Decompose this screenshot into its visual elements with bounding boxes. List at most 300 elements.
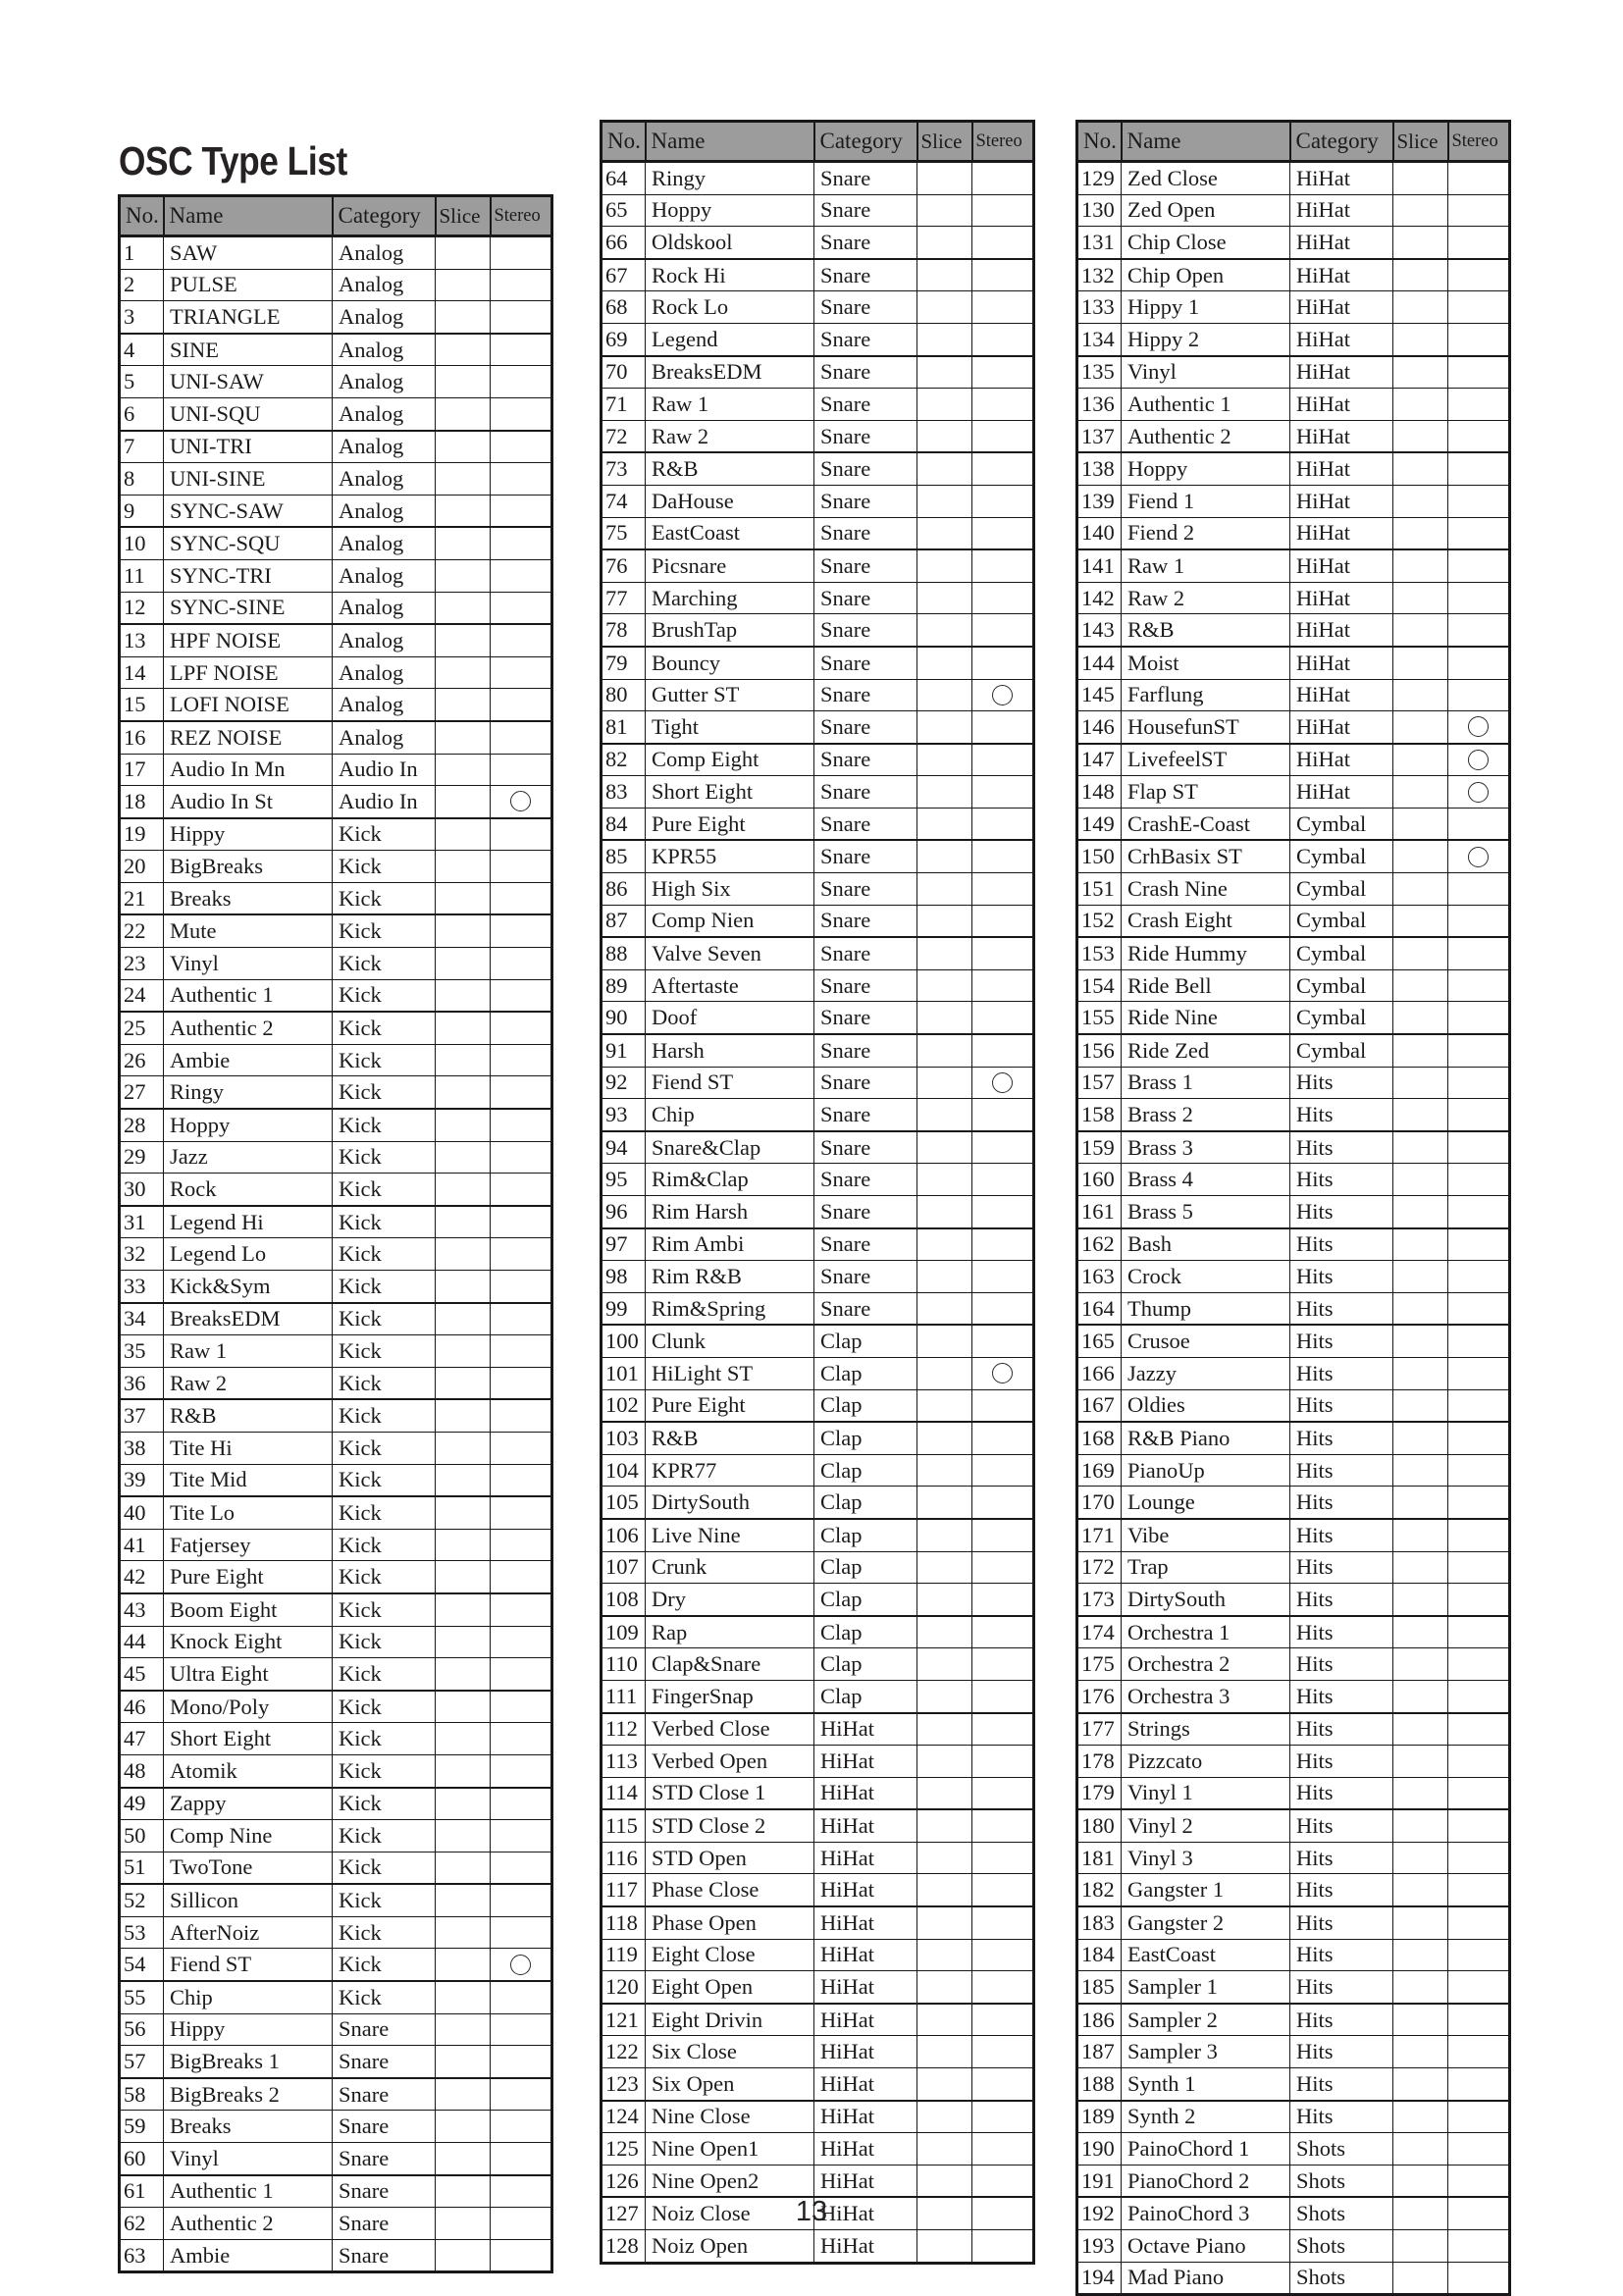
- cell-slice: [1393, 1616, 1448, 1648]
- cell-name: Kick&Sym: [164, 1271, 333, 1303]
- cell-slice: [1393, 679, 1448, 711]
- cell-no: 83: [602, 776, 646, 809]
- cell-stereo: [491, 1981, 552, 2013]
- header-category: Category: [333, 196, 436, 236]
- cell-category: Snare: [814, 420, 917, 452]
- cell-name: Mono/Poly: [164, 1691, 333, 1723]
- cell-slice: [917, 1680, 972, 1712]
- cell-no: 48: [120, 1754, 164, 1787]
- table-row: [120, 1044, 552, 1076]
- cell-slice: [436, 1464, 491, 1496]
- cell-category: HiHat: [814, 1777, 917, 1809]
- cell-slice: [917, 1487, 972, 1519]
- cell-no: 39: [120, 1464, 164, 1496]
- cell-category: Hits: [1290, 1292, 1393, 1325]
- table-row: [120, 1076, 552, 1109]
- cell-name: Ringy: [646, 162, 814, 195]
- cell-category: Snare: [814, 1292, 917, 1325]
- cell-no: 130: [1077, 194, 1122, 227]
- cell-name: Raw 1: [164, 1335, 333, 1368]
- cell-name: SAW: [164, 236, 333, 270]
- table-row: [1077, 1809, 1510, 1842]
- cell-slice: [917, 1906, 972, 1939]
- cell-stereo: [491, 463, 552, 496]
- cell-name: Crash Nine: [1122, 873, 1290, 906]
- cell-slice: [917, 1648, 972, 1681]
- cell-stereo: [1448, 2133, 1510, 2166]
- cell-name: Crusoe: [1122, 1325, 1290, 1357]
- cell-slice: [917, 1842, 972, 1874]
- table-row: [120, 301, 552, 334]
- table-row: [602, 1422, 1034, 1454]
- cell-no: 32: [120, 1238, 164, 1271]
- cell-name: Snare&Clap: [646, 1131, 814, 1164]
- cell-slice: [1393, 1842, 1448, 1874]
- table-row: [1077, 873, 1510, 906]
- cell-category: Kick: [333, 1820, 436, 1852]
- header-no: No.: [1077, 122, 1122, 162]
- cell-no: 110: [602, 1648, 646, 1681]
- cell-no: 24: [120, 979, 164, 1012]
- stereo-mark-circle: [510, 791, 531, 811]
- cell-category: Hits: [1290, 1196, 1393, 1228]
- cell-no: 154: [1077, 969, 1122, 1002]
- cell-stereo: [491, 624, 552, 656]
- table-row: [1077, 582, 1510, 614]
- cell-name: Chip Open: [1122, 259, 1290, 291]
- cell-slice: [436, 786, 491, 818]
- header-name: Name: [164, 196, 333, 236]
- cell-category: Snare: [814, 1099, 917, 1131]
- cell-slice: [917, 1034, 972, 1067]
- cell-name: Dry: [646, 1584, 814, 1616]
- cell-no: 131: [1077, 227, 1122, 259]
- table-row: [120, 1271, 552, 1303]
- cell-category: Kick: [333, 1788, 436, 1820]
- cell-name: Zed Close: [1122, 162, 1290, 195]
- cell-category: Kick: [333, 1496, 436, 1529]
- cell-slice: [436, 1109, 491, 1141]
- cell-category: HiHat: [814, 2133, 917, 2166]
- table-row: [602, 162, 1034, 195]
- cell-name: Authentic 1: [164, 979, 333, 1012]
- cell-slice: [436, 2111, 491, 2143]
- cell-no: 188: [1077, 2068, 1122, 2101]
- cell-no: 99: [602, 1292, 646, 1325]
- table-row: [602, 420, 1034, 452]
- cell-stereo: [1448, 1746, 1510, 1778]
- cell-stereo: [972, 1842, 1034, 1874]
- cell-name: Doof: [646, 1002, 814, 1034]
- cell-stereo: [491, 1303, 552, 1335]
- cell-category: Hits: [1290, 1971, 1393, 2004]
- table-row: [602, 808, 1034, 840]
- cell-stereo: [972, 1164, 1034, 1196]
- cell-category: Hits: [1290, 1099, 1393, 1131]
- cell-slice: [436, 1496, 491, 1529]
- cell-category: Analog: [333, 236, 436, 270]
- table-row: [602, 1002, 1034, 1034]
- cell-no: 152: [1077, 905, 1122, 937]
- cell-stereo: [1448, 1261, 1510, 1293]
- cell-name: Audio In St: [164, 786, 333, 818]
- cell-name: Vibe: [1122, 1519, 1290, 1551]
- cell-no: 175: [1077, 1648, 1122, 1681]
- table-row: [1077, 808, 1510, 840]
- cell-no: 119: [602, 1939, 646, 1971]
- cell-no: 55: [120, 1981, 164, 2013]
- cell-no: 186: [1077, 2004, 1122, 2036]
- cell-stereo: [1448, 711, 1510, 744]
- cell-stereo: [491, 1754, 552, 1787]
- cell-name: R&B: [646, 452, 814, 485]
- table-row: [602, 2004, 1034, 2036]
- cell-name: Zed Open: [1122, 194, 1290, 227]
- cell-no: 113: [602, 1746, 646, 1778]
- table-row: [120, 624, 552, 656]
- cell-name: EastCoast: [1122, 1939, 1290, 1971]
- cell-no: 165: [1077, 1325, 1122, 1357]
- cell-category: HiHat: [1290, 485, 1393, 517]
- cell-slice: [1393, 1680, 1448, 1712]
- cell-no: 53: [120, 1916, 164, 1949]
- table-row: [602, 194, 1034, 227]
- cell-slice: [436, 914, 491, 947]
- cell-category: Hits: [1290, 1228, 1393, 1261]
- cell-category: Kick: [333, 1658, 436, 1691]
- stereo-mark-circle: [1468, 782, 1489, 803]
- cell-category: Hits: [1290, 1164, 1393, 1196]
- cell-name: Atomik: [164, 1754, 333, 1787]
- cell-no: 15: [120, 689, 164, 721]
- table-row: [1077, 1842, 1510, 1874]
- cell-name: Phase Close: [646, 1874, 814, 1906]
- cell-name: Verbed Close: [646, 1713, 814, 1746]
- cell-slice: [917, 2165, 972, 2197]
- cell-name: SYNC-SAW: [164, 495, 333, 527]
- table-row: [120, 2013, 552, 2046]
- cell-no: 124: [602, 2101, 646, 2133]
- table-row: [1077, 1777, 1510, 1809]
- cell-category: Hits: [1290, 2036, 1393, 2068]
- cell-slice: [436, 851, 491, 883]
- cell-category: HiHat: [1290, 323, 1393, 355]
- cell-slice: [1393, 2165, 1448, 2197]
- osc-table-column-2: [600, 120, 1035, 2265]
- cell-category: HiHat: [1290, 647, 1393, 679]
- cell-no: 135: [1077, 356, 1122, 389]
- cell-no: 33: [120, 1271, 164, 1303]
- cell-name: EastCoast: [646, 517, 814, 549]
- cell-stereo: [1448, 1971, 1510, 2004]
- table-row: [1077, 227, 1510, 259]
- table-row: [1077, 420, 1510, 452]
- cell-name: Crunk: [646, 1551, 814, 1584]
- cell-category: Audio In: [333, 786, 436, 818]
- cell-stereo: [491, 2046, 552, 2078]
- table-row: [602, 323, 1034, 355]
- cell-name: SYNC-TRI: [164, 559, 333, 592]
- cell-slice: [1393, 2230, 1448, 2263]
- table-row: [1077, 452, 1510, 485]
- cell-stereo: [972, 452, 1034, 485]
- cell-stereo: [1448, 2101, 1510, 2133]
- cell-name: PainoChord 1: [1122, 2133, 1290, 2166]
- cell-slice: [436, 1303, 491, 1335]
- stereo-mark-circle: [992, 685, 1013, 705]
- cell-name: Brass 4: [1122, 1164, 1290, 1196]
- cell-name: Comp Eight: [646, 744, 814, 776]
- cell-stereo: [1448, 679, 1510, 711]
- cell-stereo: [1448, 1131, 1510, 1164]
- cell-stereo: [1448, 420, 1510, 452]
- table-row: [1077, 2230, 1510, 2263]
- cell-stereo: [1448, 389, 1510, 421]
- cell-name: Short Eight: [646, 776, 814, 809]
- cell-slice: [917, 1325, 972, 1357]
- cell-category: Snare: [814, 614, 917, 647]
- cell-stereo: [491, 1723, 552, 1755]
- header-stereo: Stereo: [1448, 122, 1510, 162]
- table-header-row: [120, 196, 552, 236]
- cell-slice: [917, 679, 972, 711]
- cell-name: Pure Eight: [164, 1561, 333, 1593]
- cell-name: KPR55: [646, 840, 814, 872]
- cell-name: Fiend 2: [1122, 517, 1290, 549]
- cell-category: Kick: [333, 1561, 436, 1593]
- cell-no: 161: [1077, 1196, 1122, 1228]
- cell-name: Brass 5: [1122, 1196, 1290, 1228]
- cell-category: Snare: [333, 2013, 436, 2046]
- table-row: [120, 1561, 552, 1593]
- cell-name: TwoTone: [164, 1852, 333, 1884]
- cell-slice: [436, 559, 491, 592]
- cell-no: 141: [1077, 549, 1122, 582]
- cell-no: 69: [602, 323, 646, 355]
- cell-stereo: [491, 1464, 552, 1496]
- cell-category: Hits: [1290, 1939, 1393, 1971]
- table-row: [120, 1754, 552, 1787]
- cell-no: 138: [1077, 452, 1122, 485]
- cell-name: Rock: [164, 1174, 333, 1206]
- cell-name: Vinyl 2: [1122, 1809, 1290, 1842]
- cell-stereo: [491, 851, 552, 883]
- cell-no: 45: [120, 1658, 164, 1691]
- cell-stereo: [1448, 2068, 1510, 2101]
- cell-no: 190: [1077, 2133, 1122, 2166]
- table-row: [1077, 2004, 1510, 2036]
- cell-stereo: [491, 1238, 552, 1271]
- cell-category: Kick: [333, 1754, 436, 1787]
- cell-name: Nine Open2: [646, 2165, 814, 2197]
- cell-name: Ride Bell: [1122, 969, 1290, 1002]
- cell-stereo: [972, 937, 1034, 969]
- cell-stereo: [1448, 194, 1510, 227]
- cell-category: HiHat: [1290, 679, 1393, 711]
- cell-name: Raw 2: [646, 420, 814, 452]
- cell-name: Trap: [1122, 1551, 1290, 1584]
- cell-slice: [1393, 1067, 1448, 1099]
- cell-slice: [1393, 1906, 1448, 1939]
- cell-slice: [917, 1164, 972, 1196]
- cell-category: Clap: [814, 1325, 917, 1357]
- cell-no: 174: [1077, 1616, 1122, 1648]
- table-row: [120, 1916, 552, 1949]
- cell-category: HiHat: [1290, 711, 1393, 744]
- cell-stereo: [1448, 582, 1510, 614]
- cell-stereo: [491, 397, 552, 430]
- cell-name: Tite Mid: [164, 1464, 333, 1496]
- cell-slice: [917, 2004, 972, 2036]
- osc-table-column-1: [118, 194, 553, 2273]
- cell-no: 193: [1077, 2230, 1122, 2263]
- cell-no: 173: [1077, 1584, 1122, 1616]
- cell-no: 56: [120, 2013, 164, 2046]
- cell-no: 12: [120, 592, 164, 624]
- cell-slice: [917, 2036, 972, 2068]
- table-row: [1077, 614, 1510, 647]
- cell-name: Legend Hi: [164, 1206, 333, 1238]
- cell-category: Snare: [333, 2046, 436, 2078]
- cell-slice: [917, 1809, 972, 1842]
- table-row: [120, 689, 552, 721]
- cell-name: KPR77: [646, 1454, 814, 1487]
- cell-category: HiHat: [814, 1906, 917, 1939]
- cell-stereo: [491, 1884, 552, 1916]
- cell-no: 67: [602, 259, 646, 291]
- table-row: [1077, 356, 1510, 389]
- header-stereo: Stereo: [972, 122, 1034, 162]
- cell-no: 133: [1077, 291, 1122, 324]
- cell-category: Clap: [814, 1422, 917, 1454]
- cell-no: 2: [120, 269, 164, 301]
- cell-name: STD Open: [646, 1842, 814, 1874]
- cell-no: 95: [602, 1164, 646, 1196]
- cell-stereo: [972, 1874, 1034, 1906]
- cell-no: 109: [602, 1616, 646, 1648]
- cell-no: 57: [120, 2046, 164, 2078]
- table-row: [602, 356, 1034, 389]
- cell-stereo: [972, 2036, 1034, 2068]
- table-row: [1077, 1454, 1510, 1487]
- cell-category: Snare: [814, 647, 917, 679]
- cell-category: Shots: [1290, 2197, 1393, 2229]
- cell-category: Kick: [333, 1432, 436, 1464]
- cell-category: Snare: [814, 194, 917, 227]
- table-row: [120, 948, 552, 980]
- table-row: [1077, 1422, 1510, 1454]
- header-slice: Slice: [1393, 122, 1448, 162]
- cell-stereo: [1448, 1002, 1510, 1034]
- cell-no: 22: [120, 914, 164, 947]
- cell-category: Snare: [814, 679, 917, 711]
- cell-name: Short Eight: [164, 1723, 333, 1755]
- table-row: [1077, 1164, 1510, 1196]
- cell-slice: [917, 291, 972, 324]
- table-row: [602, 1067, 1034, 1099]
- cell-stereo: [1448, 2004, 1510, 2036]
- cell-name: Strings: [1122, 1713, 1290, 1746]
- cell-name: FingerSnap: [646, 1680, 814, 1712]
- cell-category: Snare: [814, 840, 917, 872]
- cell-stereo: [972, 711, 1034, 744]
- cell-slice: [1393, 1389, 1448, 1422]
- cell-category: Hits: [1290, 1067, 1393, 1099]
- cell-category: Clap: [814, 1454, 917, 1487]
- cell-stereo: [491, 979, 552, 1012]
- cell-no: 25: [120, 1012, 164, 1044]
- cell-category: Hits: [1290, 1616, 1393, 1648]
- table-row: [1077, 485, 1510, 517]
- cell-stereo: [1448, 744, 1510, 776]
- cell-no: 42: [120, 1561, 164, 1593]
- cell-stereo: [972, 1906, 1034, 1939]
- cell-name: Hippy: [164, 818, 333, 851]
- cell-category: Kick: [333, 1335, 436, 1368]
- cell-no: 61: [120, 2175, 164, 2208]
- cell-slice: [917, 259, 972, 291]
- cell-slice: [917, 485, 972, 517]
- cell-slice: [1393, 969, 1448, 1002]
- cell-name: Rap: [646, 1616, 814, 1648]
- table-row: [602, 2068, 1034, 2101]
- cell-stereo: [1448, 1777, 1510, 1809]
- cell-name: Authentic 2: [1122, 420, 1290, 452]
- cell-name: Raw 1: [1122, 549, 1290, 582]
- cell-no: 181: [1077, 1842, 1122, 1874]
- cell-name: Crock: [1122, 1261, 1290, 1293]
- header-category: Category: [1290, 122, 1393, 162]
- cell-no: 162: [1077, 1228, 1122, 1261]
- cell-category: Cymbal: [1290, 1034, 1393, 1067]
- cell-name: Fiend ST: [646, 1067, 814, 1099]
- cell-slice: [1393, 2262, 1448, 2295]
- table-row: [120, 2046, 552, 2078]
- cell-category: Kick: [333, 1852, 436, 1884]
- table-row: [1077, 1292, 1510, 1325]
- cell-no: 155: [1077, 1002, 1122, 1034]
- table-row: [602, 1746, 1034, 1778]
- cell-stereo: [1448, 2262, 1510, 2295]
- cell-stereo: [972, 1648, 1034, 1681]
- cell-no: 9: [120, 495, 164, 527]
- cell-slice: [1393, 744, 1448, 776]
- table-row: [602, 1842, 1034, 1874]
- table-row: [1077, 323, 1510, 355]
- cell-name: Comp Nine: [164, 1820, 333, 1852]
- header-name: Name: [646, 122, 814, 162]
- table-row: [602, 1034, 1034, 1067]
- cell-stereo: [972, 1939, 1034, 1971]
- cell-stereo: [972, 194, 1034, 227]
- cell-stereo: [972, 2230, 1034, 2264]
- cell-no: 180: [1077, 1809, 1122, 1842]
- cell-stereo: [491, 1335, 552, 1368]
- stereo-mark-circle: [992, 1072, 1013, 1093]
- cell-name: Vinyl 3: [1122, 1842, 1290, 1874]
- header-slice: Slice: [436, 196, 491, 236]
- cell-stereo: [491, 914, 552, 947]
- cell-stereo: [1448, 1519, 1510, 1551]
- cell-no: 104: [602, 1454, 646, 1487]
- cell-stereo: [972, 679, 1034, 711]
- cell-name: HPF NOISE: [164, 624, 333, 656]
- cell-category: Clap: [814, 1487, 917, 1519]
- cell-no: 92: [602, 1067, 646, 1099]
- cell-name: Mad Piano: [1122, 2262, 1290, 2295]
- table-row: [120, 397, 552, 430]
- cell-category: Snare: [814, 549, 917, 582]
